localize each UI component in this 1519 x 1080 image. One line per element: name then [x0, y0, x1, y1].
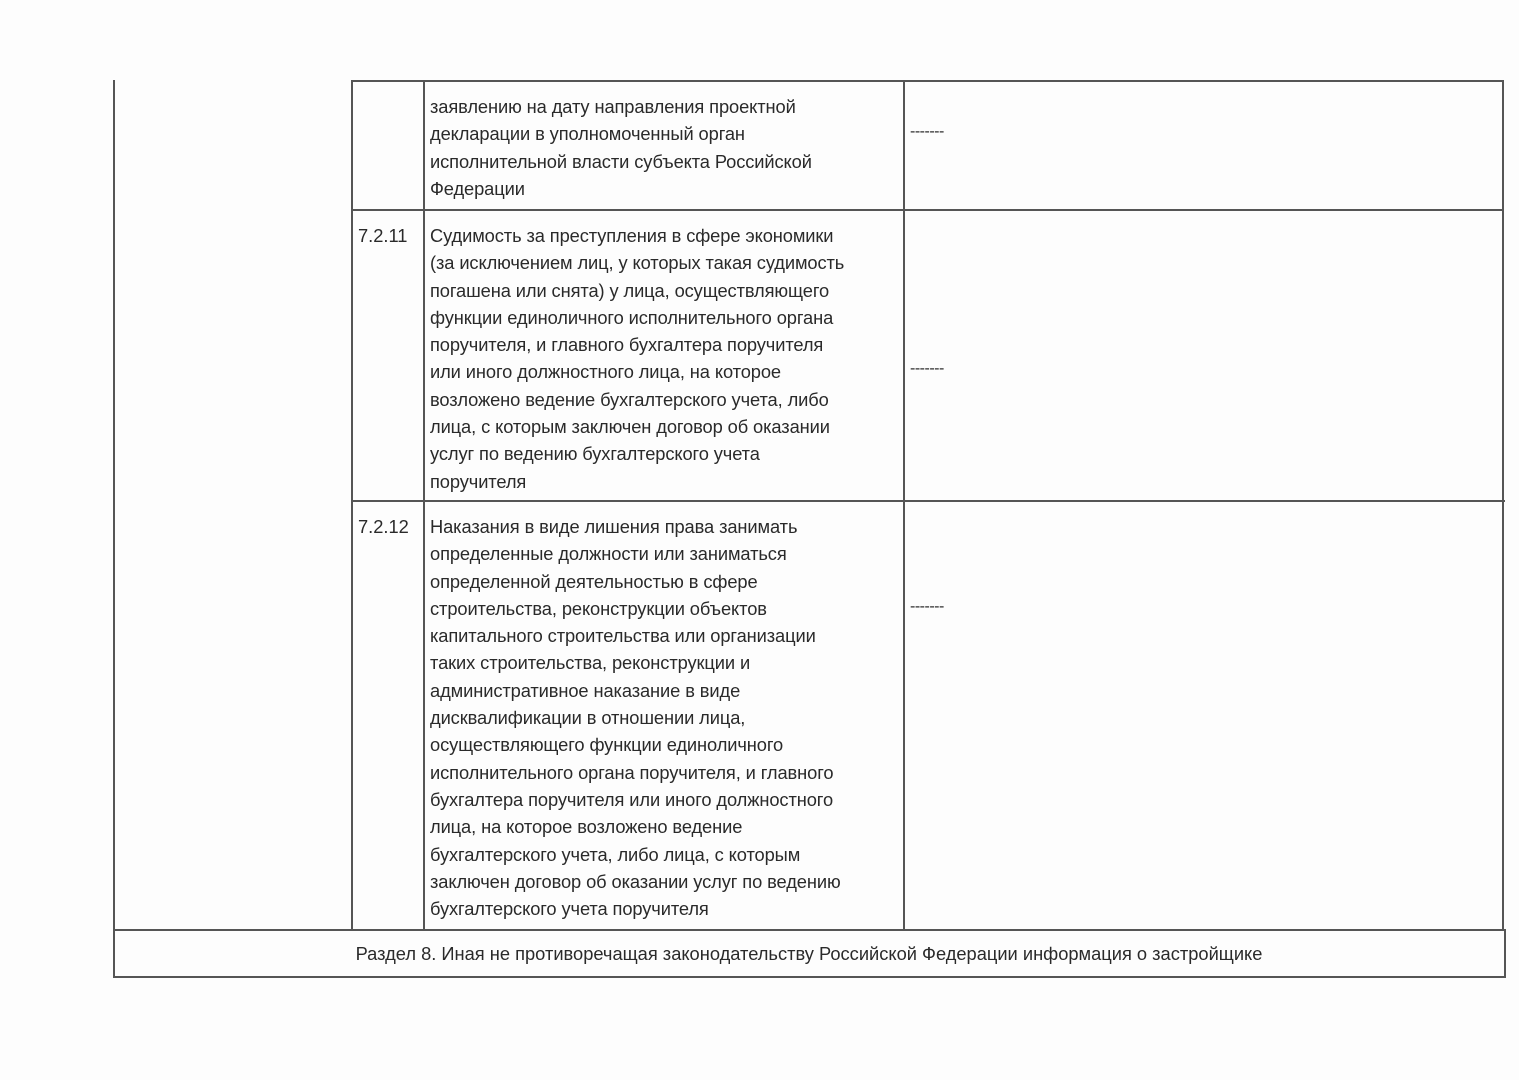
row-description: Судимость за преступления в сфере экономики (за исключением лиц, у которых такая судимость погашена или снята) у лица, осуществляющего функции единоличного исполнительного органа поручителя, и главного бухгалтера поручителя или иного должностного лица, на которое возложено ведение бухгалтерского учета, либо лица, с которым заключен договор об оказании услуг по ведению бухгалтерского учета поручителя	[430, 225, 845, 492]
row-description: Наказания в виде лишения права занимать определенные должности или заниматься определенной деятельностью в сфере строительства, реконструкции объектов капитального строительства или организации таких строительства, реконструкции и административное наказание в виде дисквалификации в отношении лица, осуществляющего функции единоличного исполнительного органа поручителя, и главного бухгалтера поручителя или иного должностного лица, на которое возложено ведение бухгалтерского учета, либо лица, с которым заключен договор об оказании услуг по ведению бухгалтерского учета поручителя	[430, 516, 841, 920]
column-divider	[351, 80, 353, 930]
row-number: 7.2.11	[358, 225, 408, 246]
row-description: заявлению на дату направления проектной декларации в уполномоченный орган исполнительной власти субъекта Российской Федерации	[430, 96, 812, 199]
row-value: -------	[910, 360, 944, 377]
row-divider	[352, 209, 1504, 211]
row-divider	[352, 500, 1505, 502]
column-divider	[423, 80, 425, 930]
row-value: -------	[910, 598, 944, 615]
column-divider	[903, 80, 905, 930]
section-heading: Раздел 8. Иная не противоречащая законодательству Российской Федерации информация о застройщике	[355, 943, 1263, 964]
row-number: 7.2.12	[358, 516, 409, 537]
row-value: -------	[910, 123, 944, 140]
table-border-top	[352, 80, 1504, 82]
table-border-left	[113, 80, 115, 977]
table-border-right	[1502, 80, 1504, 930]
